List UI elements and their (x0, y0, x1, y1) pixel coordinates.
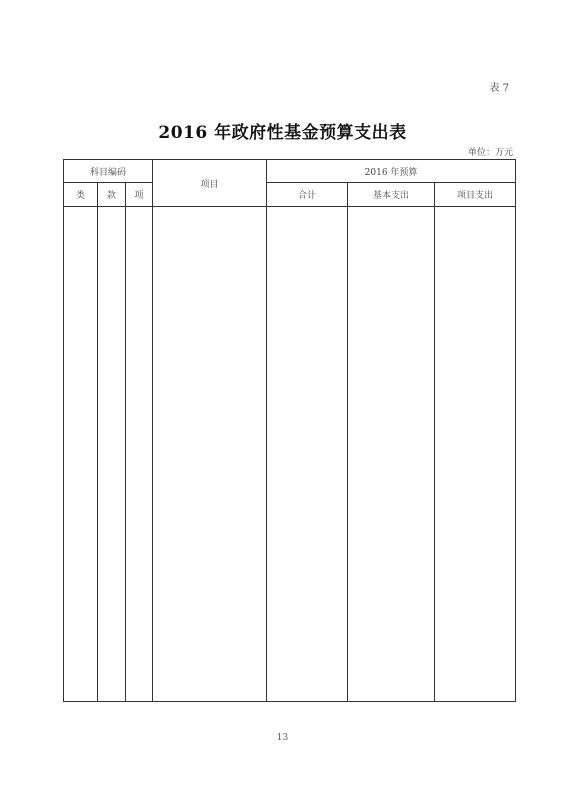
page-title: 2016 年政府性基金预算支出表 (158, 123, 407, 143)
header-row-2 (64, 183, 516, 207)
page-number: 13 (276, 733, 289, 743)
header-row-1 (64, 160, 516, 183)
header-xiang: 项 (126, 183, 153, 207)
header-budget-year: 2016 年预算 (267, 160, 516, 183)
cell-basic (348, 207, 435, 702)
header-lei: 类 (64, 183, 98, 207)
header-item: 项目 (153, 160, 267, 207)
table-number: 表 7 (489, 83, 509, 94)
cell-project (435, 207, 516, 702)
header-subject-code: 科目编码 (64, 160, 153, 183)
cell-total (267, 207, 348, 702)
header-basic-expenditure: 基本支出 (348, 183, 435, 207)
cell-xiang (126, 207, 153, 702)
header-project-expenditure: 项目支出 (435, 183, 516, 207)
budget-table (63, 159, 516, 702)
header-total: 合计 (267, 183, 348, 207)
empty-body-row (64, 207, 516, 702)
cell-kuan (98, 207, 126, 702)
cell-item (153, 207, 267, 702)
unit-label: 单位：万元 (467, 148, 513, 158)
cell-lei (64, 207, 98, 702)
header-kuan: 款 (98, 183, 126, 207)
